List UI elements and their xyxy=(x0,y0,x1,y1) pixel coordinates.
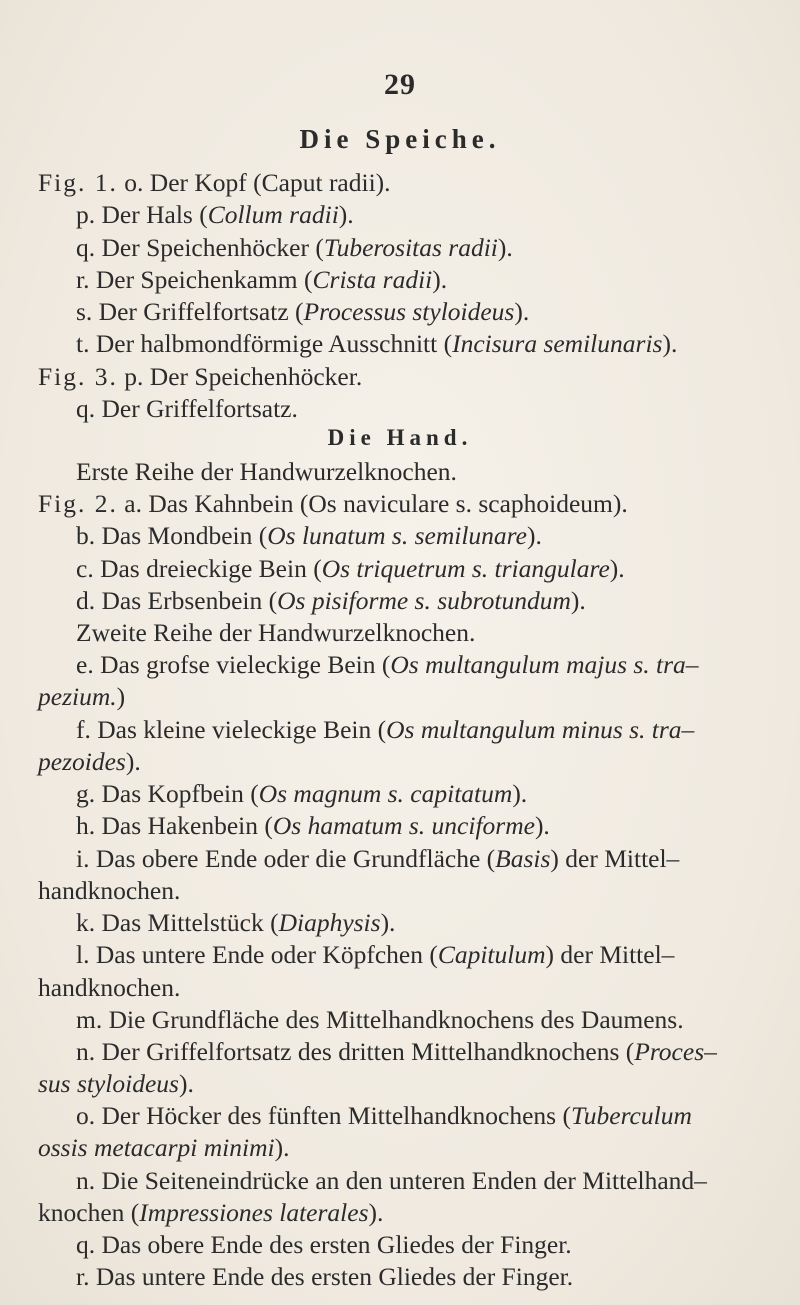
legend-line-3 xyxy=(76,233,513,263)
figure-ref: Fig. 1. xyxy=(38,168,118,197)
text-run: q. Der Griffelfortsatz. xyxy=(76,393,298,423)
latin-term: pezoides xyxy=(38,747,126,777)
legend-line-27 xyxy=(76,1037,717,1067)
text-run: e. Das grofse vieleckige Bein ( xyxy=(76,649,391,679)
legend-line-10 xyxy=(38,489,628,519)
text-run: h. Das Hakenbein ( xyxy=(76,811,273,841)
legend-line-19 xyxy=(76,779,527,809)
page-number: 29 xyxy=(384,68,416,101)
text-run: Os naviculare s. scaphoideum xyxy=(308,489,613,519)
text-run: g. Das Kopfbein ( xyxy=(76,779,259,809)
text-run: b. Das Mondbein ( xyxy=(76,521,268,551)
text-run: k. Das Mittelstück ( xyxy=(76,907,279,937)
legend-line-33 xyxy=(76,1230,572,1260)
legend-line-12 xyxy=(76,554,625,584)
text-run: o. Der Höcker des fünften Mittelhandknochens ( xyxy=(76,1101,571,1131)
text-run: knochen ( xyxy=(38,1197,140,1227)
text-run: ). xyxy=(380,907,396,937)
text-run: n. Der Griffelfortsatz des dritten Mittelhandknochens ( xyxy=(76,1037,635,1067)
legend-line-20 xyxy=(76,811,550,841)
legend-line-32 xyxy=(38,1198,383,1228)
text-run: ). xyxy=(274,1133,290,1163)
text-run: ). xyxy=(514,297,530,327)
text-run: n. Die Seiteneindrücke an den unteren Enden der Mittelhand– xyxy=(76,1165,707,1195)
latin-term: Tuberculum xyxy=(570,1101,692,1131)
legend-line-13 xyxy=(76,586,586,616)
text-run: s. Der Griffelfortsatz ( xyxy=(76,297,304,327)
latin-term: sus styloideus xyxy=(38,1069,179,1099)
legend-line-21 xyxy=(76,844,679,874)
legend-line-18 xyxy=(38,747,141,777)
text-run: ). xyxy=(662,329,678,359)
text-run: ). xyxy=(497,233,513,263)
latin-term: Incisura semilunaris xyxy=(452,329,663,359)
text-run: q. Der Speichenhöcker ( xyxy=(76,233,324,263)
legend-line-11 xyxy=(76,521,542,551)
figure-ref: Fig. 2. xyxy=(38,489,118,519)
text-run: o. Der Kopf ( xyxy=(117,168,262,197)
text-run: Zweite Reihe der Handwurzelknochen. xyxy=(76,617,476,647)
text-run: ). xyxy=(609,553,625,583)
legend-line-30 xyxy=(38,1133,289,1163)
text-run: Erste Reihe der Handwurzelknochen. xyxy=(76,457,457,487)
text-run: r. Das untere Ende des ersten Gliedes der Finger. xyxy=(76,1262,574,1291)
legend-line-14 xyxy=(76,618,475,648)
text-run: ). xyxy=(375,168,391,197)
legend-line-8 xyxy=(76,394,298,424)
text-run: ). xyxy=(534,811,550,841)
section-heading-hand: Die Hand. xyxy=(327,425,473,451)
legend-line-9 xyxy=(76,457,457,487)
legend-line-28 xyxy=(38,1069,194,1099)
legend-line-31 xyxy=(76,1166,707,1196)
legend-line-25 xyxy=(38,973,180,1003)
text-run: ) der Mittel– xyxy=(545,939,675,969)
text-run: handknochen. xyxy=(38,972,181,1002)
latin-term: Processus styloideus xyxy=(303,297,515,327)
text-run: l. Das untere Ende oder Köpfchen ( xyxy=(76,939,438,969)
legend-line-34 xyxy=(76,1262,573,1292)
latin-term: pezium. xyxy=(38,682,117,712)
text-run: ) der Mittel– xyxy=(550,843,680,873)
text-run: ). xyxy=(338,200,354,230)
text-run: ). xyxy=(512,779,528,809)
figure-ref: Fig. 3. xyxy=(38,361,118,391)
latin-term: Os pisiforme s. subrotundum xyxy=(277,585,571,615)
legend-line-17 xyxy=(76,715,694,745)
text-run: Caput radii xyxy=(261,168,376,197)
latin-term: Capitulum xyxy=(437,939,546,969)
text-run: q. Das obere Ende des ersten Gliedes der Finger. xyxy=(76,1229,572,1259)
legend-line-1 xyxy=(38,168,391,198)
legend-line-7 xyxy=(38,362,362,392)
text-run: ). xyxy=(125,747,141,777)
text-run: ). xyxy=(368,1197,384,1227)
text-run: d. Das Erbsenbein ( xyxy=(76,585,278,615)
legend-line-26 xyxy=(76,1005,684,1035)
latin-term: Diaphysis xyxy=(278,907,381,937)
text-run: m. Die Grundfläche des Mittelhandknochens des Daumens. xyxy=(76,1004,684,1034)
text-run: ). xyxy=(178,1069,194,1099)
latin-term: Os lunatum s. semilunare xyxy=(267,521,527,551)
text-run: t. Der halbmondförmige Ausschnitt ( xyxy=(76,329,453,359)
text-run: ). xyxy=(432,265,448,295)
text-run: ). xyxy=(570,585,586,615)
text-run: f. Das kleine vieleckige Bein ( xyxy=(76,715,387,744)
legend-line-6 xyxy=(76,329,677,359)
latin-term: ossis metacarpi minimi xyxy=(38,1133,275,1163)
latin-term: Os triquetrum s. triangulare xyxy=(321,553,610,583)
latin-term: Tuberositas radii xyxy=(323,233,498,263)
latin-term: Collum radii xyxy=(207,200,339,230)
latin-term: Os magnum s. capitatum xyxy=(258,779,513,809)
legend-line-15 xyxy=(76,650,699,680)
text-run: handknochen. xyxy=(38,875,181,905)
legend-line-4 xyxy=(76,265,447,295)
latin-term: Os multangulum majus s. tra– xyxy=(390,649,699,679)
section-heading-speiche: Die Speiche. xyxy=(299,124,501,154)
legend-line-23 xyxy=(76,908,395,938)
text-run: p. Der Hals ( xyxy=(76,200,208,230)
text-run: r. Der Speichenkamm ( xyxy=(76,265,313,295)
legend-line-5 xyxy=(76,297,529,327)
latin-term: Basis xyxy=(495,843,551,873)
text-run: a. Das Kahnbein ( xyxy=(117,489,309,519)
latin-term: Os hamatum s. unciforme xyxy=(272,811,535,841)
legend-line-2 xyxy=(76,200,354,230)
legend-line-16 xyxy=(38,682,125,712)
text-run: p. Der Speichenhöcker. xyxy=(117,361,363,391)
latin-term: Crista radii xyxy=(312,265,433,295)
latin-term: Impressiones laterales xyxy=(139,1197,369,1227)
legend-line-29 xyxy=(76,1101,692,1131)
text-run: ). xyxy=(612,489,628,519)
legend-line-22 xyxy=(38,876,180,906)
text-run: c. Das dreieckige Bein ( xyxy=(76,553,322,583)
latin-term: Os multangulum minus s. tra– xyxy=(386,715,695,744)
legend-line-24 xyxy=(76,940,674,970)
latin-term: Proces– xyxy=(634,1037,717,1067)
text-run: i. Das obere Ende oder die Grundfläche ( xyxy=(76,843,496,873)
text-run: ). xyxy=(526,521,542,551)
text-run: ) xyxy=(116,682,126,712)
